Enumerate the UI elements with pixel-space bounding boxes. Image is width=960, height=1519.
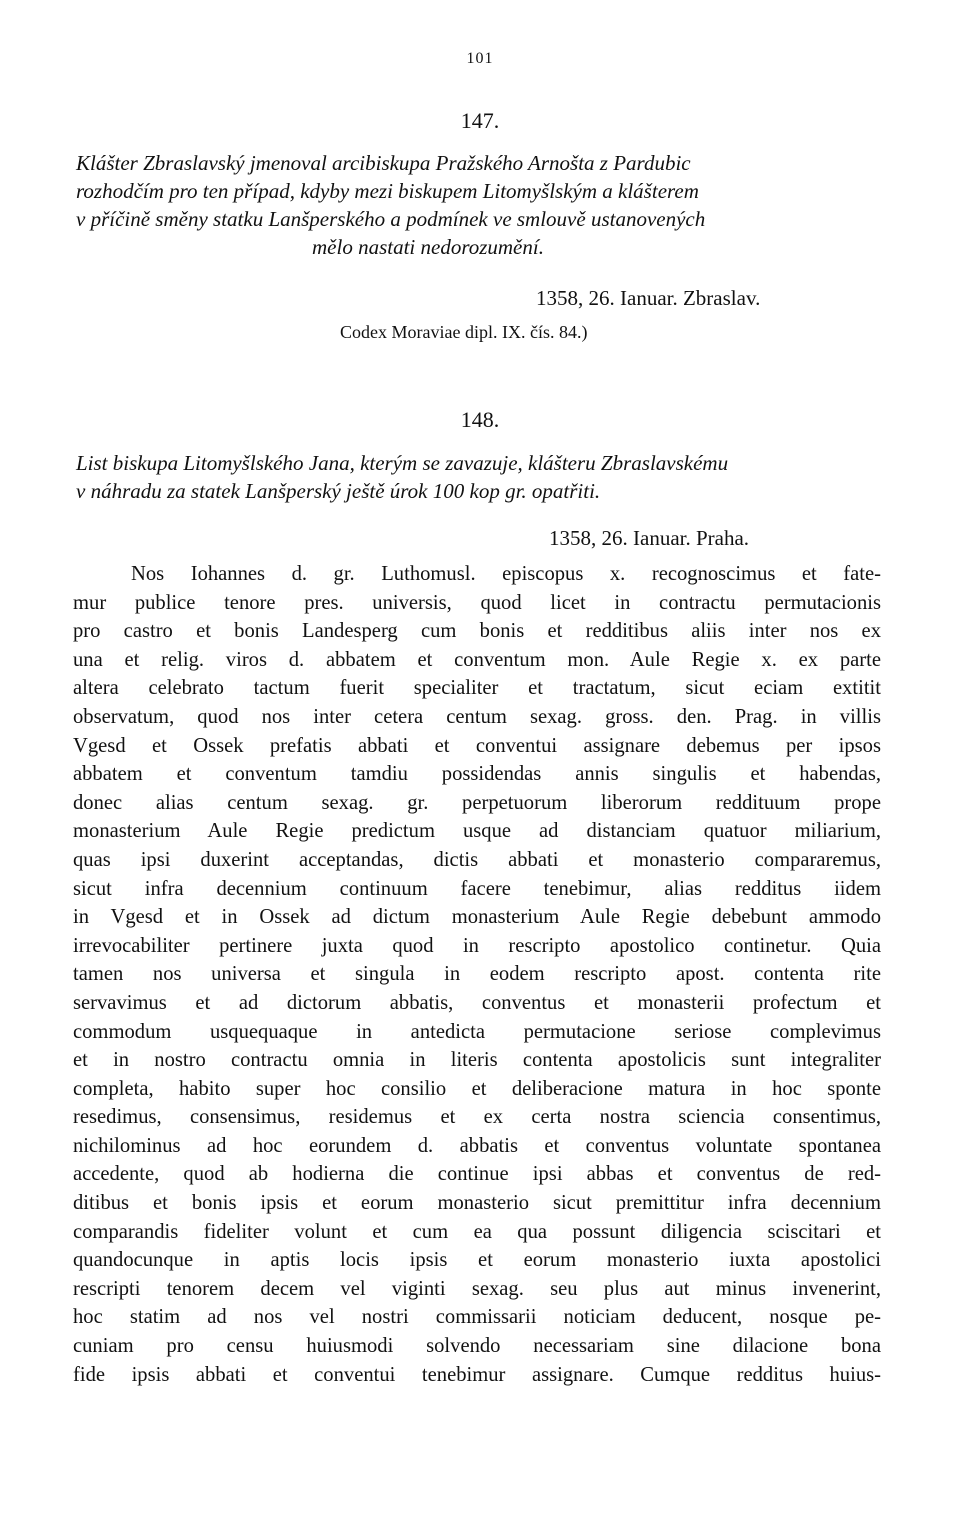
body-line: ditibus et bonis ipsis et eorum monasterio sicut premittitur infra decennium <box>73 1192 881 1215</box>
entry-number-148: 148. <box>460 407 500 432</box>
body-line: sicut infra decennium continuum facere tenebimur, alias redditus iidem <box>73 877 881 900</box>
body-line: una et relig. viros d. abbatem et conventum mon. Aule Regie x. ex parte <box>73 648 881 671</box>
regest-line: v příčině směny statku Lanšperského a podmínek ve smlouvě ustanovených <box>76 207 706 231</box>
body-line: hoc statim ad nos vel nostri commissarii noticiam deducent, nosque pe- <box>73 1306 881 1329</box>
page-number: 101 <box>466 50 494 67</box>
regest-line: mělo nastati nedorozumění. <box>312 235 544 259</box>
entry-number-147: 147. <box>460 108 500 133</box>
body-line: cuniam pro censu huiusmodi solvendo necessariam sine dilacione bona <box>73 1335 881 1358</box>
regest-148 <box>76 449 884 505</box>
body-line: Vgesd et Ossek prefatis abbati et conventui assignare debemus per ipsos <box>73 734 881 757</box>
body-line: abbatem et conventum tamdiu possidendas annis singulis et habendas, <box>73 763 881 786</box>
body-line: irrevocabiliter pertinere juxta quod in rescripto apostolico continetur. Quia <box>73 934 881 957</box>
body-line: accedente, quod ab hodierna die continue ipsi abbas et conventus de red- <box>73 1163 881 1186</box>
body-line: pro castro et bonis Landesperg cum bonis et redditibus aliis inter nos ex <box>73 620 881 643</box>
body-line: rescripti tenorem decem vel viginti sexag. seu plus aut minus invenerint, <box>73 1277 881 1300</box>
body-line: donec alias centum sexag. gr. perpetuorum liberorum reddituum prope <box>73 791 881 814</box>
dateline-147: 1358, 26. Ianuar. Zbraslav. <box>536 286 761 310</box>
document-body-148 <box>73 560 881 1389</box>
body-line: Nos Iohannes d. gr. Luthomusl. episcopus x. recognoscimus et fate- <box>131 563 881 585</box>
body-line: fide ipsis abbati et conventui tenebimur assignare. Cumque redditus huius- <box>73 1363 881 1386</box>
body-line: quas ipsi duxerint acceptandas, dictis abbati et monasterio compararemus, <box>73 848 881 871</box>
body-line: commodum usquequaque in antedicta permutacione seriose complevimus <box>73 1020 881 1043</box>
source-reference-147: Codex Moraviae dipl. IX. čís. 84.) <box>340 322 588 342</box>
regest-line: List biskupa Litomyšlského Jana, kterým se zavazuje, klášteru Zbraslavskému <box>76 451 729 475</box>
dateline-148: 1358, 26. Ianuar. Praha. <box>549 526 750 550</box>
regest-line: Klášter Zbraslavský jmenoval arcibiskupa Pražského Arnošta z Pardubic <box>76 151 691 175</box>
regest-147 <box>76 149 884 261</box>
body-line: et in nostro contractu omnia in literis contenta apostolicis sunt integraliter <box>73 1049 881 1072</box>
body-line: servavimus et ad dictorum abbatis, conventus et monasterii profectum et <box>73 991 881 1014</box>
regest-line: v náhradu za statek Lanšperský ještě úrok 100 kop gr. opatřiti. <box>76 479 601 503</box>
body-line: observatum, quod nos inter cetera centum sexag. gross. den. Prag. in villis <box>73 705 881 728</box>
body-line: comparandis fideliter volunt et cum ea qua possunt diligencia sciscitari et <box>73 1220 881 1243</box>
body-line: mur publice tenore pres. universis, quod licet in contractu permutacionis <box>73 591 881 614</box>
body-line: altera celebrato tactum fuerit specialiter et tractatum, sicut eciam extitit <box>73 677 881 700</box>
body-line: quandocunque in aptis locis ipsis et eorum monasterio iuxta apostolici <box>73 1249 881 1272</box>
regest-line: rozhodčím pro ten případ, kdyby mezi biskupem Litomyšlským a klášterem <box>76 179 699 203</box>
body-line: monasterium Aule Regie predictum usque ad distanciam quatuor miliarium, <box>73 820 881 843</box>
body-line: nichilominus ad hoc eorundem d. abbatis et conventus voluntate spontanea <box>73 1134 881 1157</box>
body-line: completa, habito super hoc consilio et deliberacione matura in hoc sponte <box>73 1077 881 1100</box>
body-line: tamen nos universa et singula in eodem rescripto apost. contenta rite <box>73 963 881 986</box>
body-line: resedimus, consensimus, residemus et ex certa nostra sciencia consentimus, <box>73 1106 881 1129</box>
body-line: in Vgesd et in Ossek ad dictum monasterium Aule Regie debebunt ammodo <box>73 906 881 929</box>
